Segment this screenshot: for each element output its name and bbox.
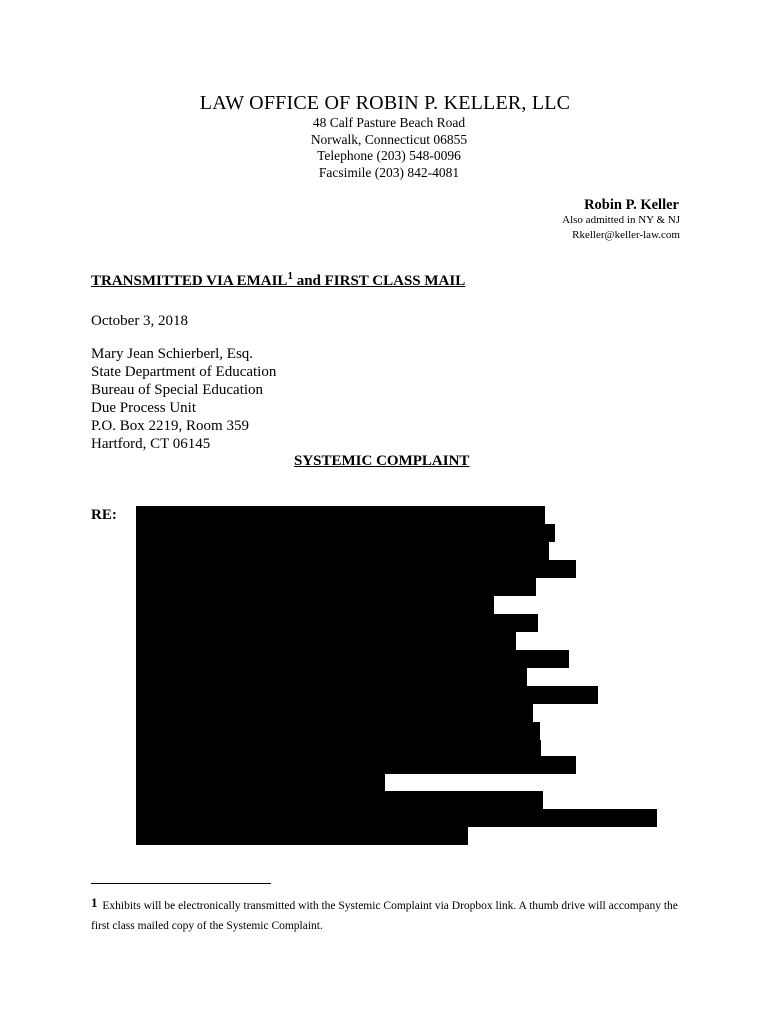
firm-address-street: 48 Calf Pasture Beach Road [312,115,466,130]
recipient-department: State Department of Education [91,364,277,380]
firm-facsimile: Facsimile (203) 842-4081 [318,165,460,180]
firm-telephone: Telephone (203) 548-0096 [317,148,461,163]
redaction-bar [136,704,533,722]
footnote-reference: 1 [287,270,293,282]
redaction-bar [136,578,536,596]
attorney-admission: Also admitted in NY & NJ [562,214,680,226]
footnote-divider [91,883,271,884]
redaction-bar [136,774,385,792]
recipient-city: Hartford, CT 06145 [91,436,211,452]
redaction-bar [136,686,598,704]
re-label: RE: [91,507,117,523]
redaction-bar [136,756,576,774]
recipient-po-box: P.O. Box 2219, Room 359 [91,418,249,434]
redaction-bar [136,827,468,845]
subject-heading: SYSTEMIC COMPLAINT [294,453,470,469]
redaction-bar [136,650,569,668]
recipient-unit: Due Process Unit [91,400,196,416]
redaction-bar [136,506,545,524]
redaction-bar [136,524,555,542]
transmittal-label-1: TRANSMITTED VIA EMAIL [91,273,288,289]
attorney-email: Rkeller@keller-law.com [572,229,680,241]
recipient-name: Mary Jean Schierberl, Esq. [91,346,254,362]
footnote-text: Exhibits will be electronically transmitted with the Systemic Complaint via Dropbox link. A thumb drive will accompany the first class mailed copy of the Systemic Complaint. [91,900,678,932]
redaction-bar [136,596,494,614]
firm-address-city: Norwalk, Connecticut 06855 [310,132,468,147]
firm-name: LAW OFFICE OF ROBIN P. KELLER, LLC [199,92,571,114]
redaction-bar [136,614,538,632]
recipient-bureau: Bureau of Special Education [91,382,264,398]
redaction-bar [136,722,540,740]
letter-date: October 3, 2018 [91,313,189,329]
redaction-bar [136,668,527,686]
redaction-bar [136,632,516,650]
footnote [91,895,681,936]
redaction-bar [136,560,576,578]
redaction-bar [136,791,543,809]
transmittal-label-2: and FIRST CLASS MAIL [292,273,466,289]
footnote-number: 1 [91,895,98,910]
attorney-name: Robin P. Keller [584,197,679,213]
redaction-bar [136,809,657,827]
redaction-bar [136,542,549,560]
transmittal-line [91,270,466,290]
